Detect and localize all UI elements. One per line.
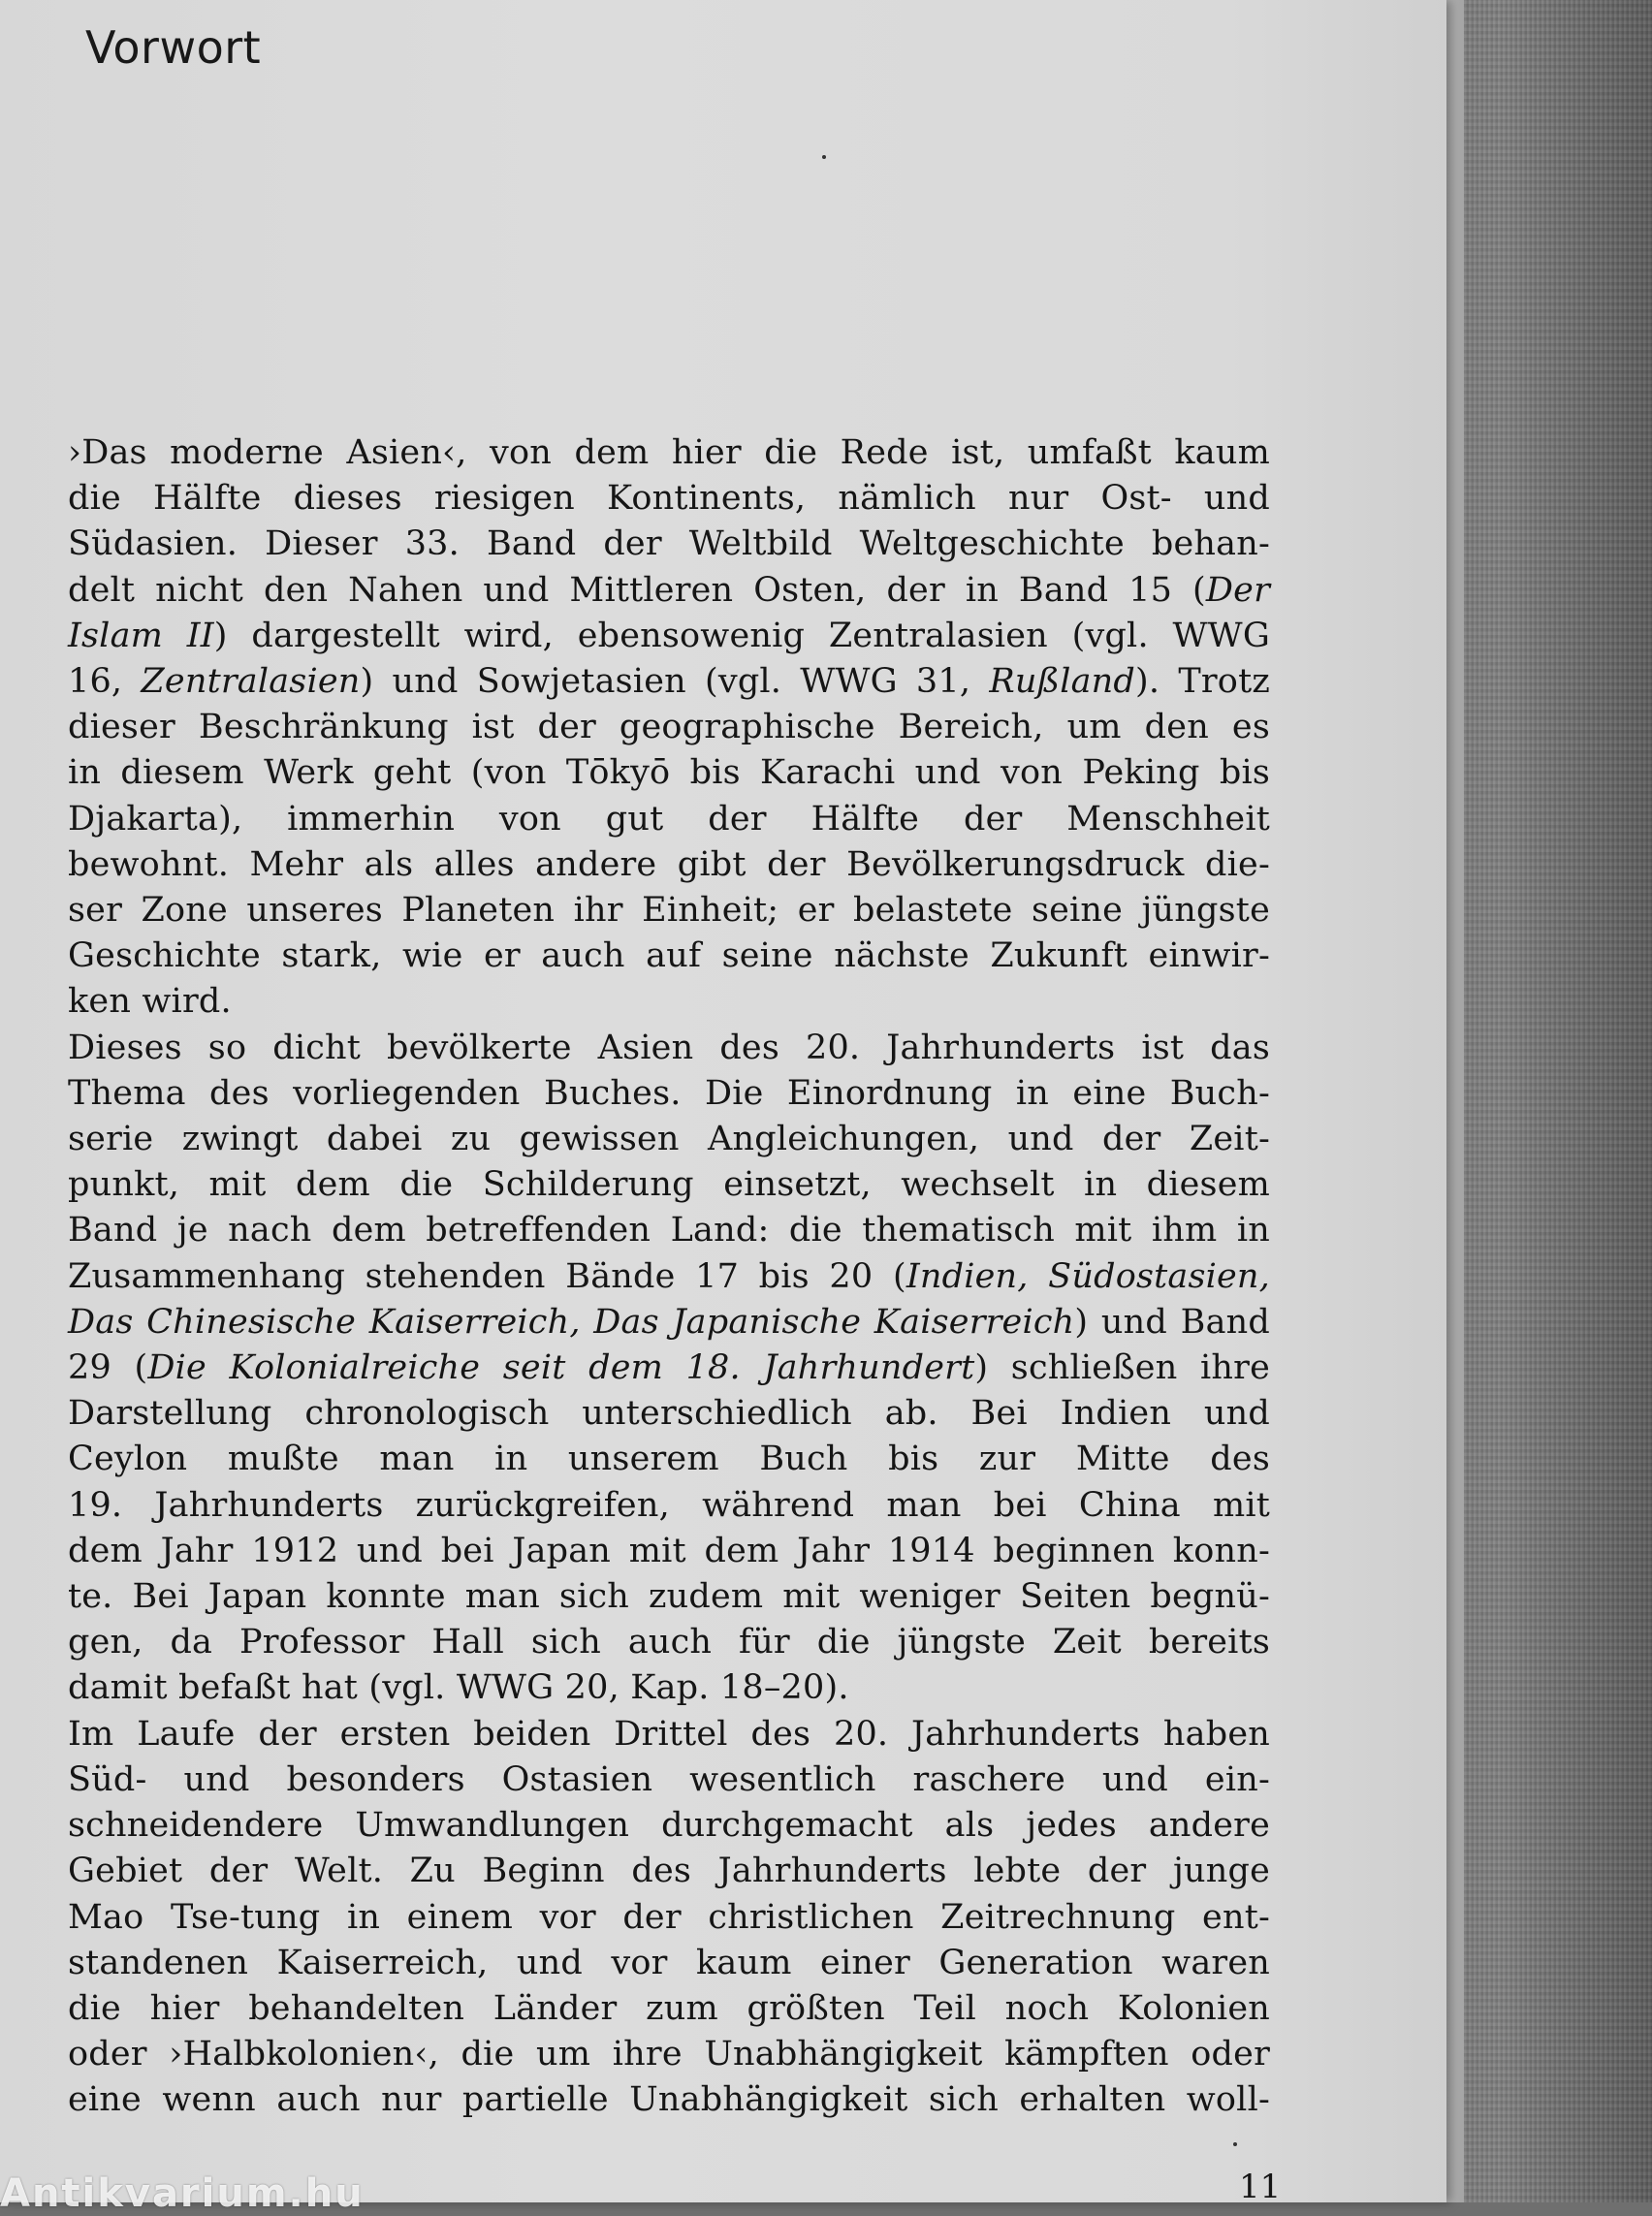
text-line	[68, 797, 1270, 842]
italic-text: Rußland	[989, 662, 1136, 702]
text-segment: ). Trotz	[1135, 662, 1270, 702]
paragraph	[68, 430, 1270, 1026]
text-line	[68, 1208, 1270, 1253]
text-segment: Djakarta), immerhin von gut der Hälfte der Menschheit	[68, 799, 1270, 839]
speck	[822, 155, 826, 159]
text-segment: dem Jahr 1912 und bei Japan mit dem Jahr 1914 beginnen konn-	[68, 1531, 1270, 1570]
text-segment: Band je nach dem betreffenden Land: die thematisch mit ihm in	[68, 1211, 1270, 1250]
body-text	[68, 430, 1270, 2124]
text-segment: Thema des vorliegenden Buches. Die Einordnung in eine Buch-	[68, 1073, 1270, 1113]
italic-text: Zentralasien	[141, 662, 361, 702]
text-line	[68, 1757, 1270, 1803]
text-segment: punkt, mit dem die Schilderung einsetzt, wechselt in diesem	[68, 1165, 1270, 1205]
text-line	[68, 842, 1270, 888]
text-line	[68, 1437, 1270, 1482]
text-line	[68, 1712, 1270, 1757]
text-line	[68, 1071, 1270, 1117]
text-segment: oder ›Halbkolonien‹, die um ihre Unabhängigkeit kämpften oder	[68, 2035, 1270, 2074]
text-segment: standenen Kaiserreich, und vor kaum einer Generation waren	[68, 1943, 1270, 1982]
text-line	[68, 1986, 1270, 2032]
italic-text: Indien, Südostasien,	[905, 1256, 1270, 1296]
paragraph	[68, 1026, 1270, 1712]
text-segment: damit befaßt hat (vgl. WWG 20, Kap. 18–20).	[68, 1668, 849, 1708]
speck	[1233, 2142, 1237, 2146]
show-through-text	[58, 58, 1289, 446]
paragraph	[68, 1712, 1270, 2124]
text-line	[68, 1941, 1270, 1986]
text-segment: Mao Tse-tung in einem vor der christlichen Zeitrechnung ent-	[68, 1897, 1270, 1937]
text-segment: ) dargestellt wird, ebensowenig Zentralasien (vgl. WWG	[213, 616, 1270, 655]
text-segment: schneidendere Umwandlungen durchgemacht als jedes andere	[68, 1806, 1270, 1846]
text-segment: ›Das moderne Asien‹, von dem hier die Rede ist, umfaßt kaum	[68, 433, 1270, 472]
text-segment: die Hälfte dieses riesigen Kontinents, nämlich nur Ost- und	[68, 479, 1270, 519]
text-segment: ) schließen ihre	[974, 1348, 1271, 1388]
text-line	[68, 659, 1270, 705]
text-line	[68, 1574, 1270, 1620]
text-line	[68, 614, 1270, 659]
text-segment: dieser Beschränkung ist der geographische Bereich, um den es	[68, 708, 1270, 747]
text-line	[68, 1345, 1270, 1391]
text-segment: ken wird.	[68, 982, 232, 1022]
text-line	[68, 1849, 1270, 1894]
watermark-text: Antikvarium.hu	[0, 2171, 365, 2216]
text-line	[68, 1162, 1270, 1208]
text-line	[68, 476, 1270, 522]
text-segment: Gebiet der Welt. Zu Beginn des Jahrhunderts lebte der junge	[68, 1852, 1270, 1891]
text-segment: 19. Jahrhunderts zurückgreifen, während man bei China mit	[68, 1485, 1270, 1525]
text-segment: te. Bei Japan konnte man sich zudem mit weniger Seiten begnü-	[68, 1577, 1270, 1617]
text-segment: 29 (	[68, 1348, 148, 1388]
text-line	[68, 1254, 1270, 1300]
text-segment: Im Laufe der ersten beiden Drittel des 20. Jahrhunderts haben	[68, 1714, 1270, 1754]
text-segment: die hier behandelten Länder zum größten Teil noch Kolonien	[68, 1988, 1270, 2028]
text-line	[68, 1665, 1270, 1711]
text-segment: gen, da Professor Hall sich auch für die jüngste Zeit bereits	[68, 1623, 1270, 1662]
italic-text: Islam II	[68, 616, 214, 655]
text-line	[68, 1391, 1270, 1437]
text-line	[68, 1300, 1270, 1345]
text-segment: Ceylon mußte man in unserem Buch bis zur Mitte des	[68, 1440, 1270, 1479]
text-segment: Darstellung chronologisch unterschiedlich ab. Bei Indien und	[68, 1394, 1270, 1434]
text-segment: Süd- und besonders Ostasien wesentlich raschere und ein-	[68, 1759, 1270, 1799]
text-line	[68, 2077, 1270, 2123]
italic-text: Der	[1205, 570, 1270, 610]
text-line	[68, 750, 1270, 796]
italic-text: Das Chinesische Kaiserreich, Das Japanische Kaiserreich	[68, 1302, 1075, 1342]
page-number: 11	[1239, 2168, 1282, 2202]
text-segment: ) und Band	[1074, 1302, 1270, 1342]
italic-text: Die Kolonialreiche seit dem 18. Jahrhundert	[147, 1348, 975, 1388]
text-segment: in diesem Werk geht (von Tōkyō bis Karachi und von Peking bis	[68, 753, 1270, 793]
text-line	[68, 934, 1270, 979]
text-line	[68, 522, 1270, 567]
text-segment: eine wenn auch nur partielle Unabhängigkeit sich erhalten woll-	[68, 2080, 1270, 2120]
text-line	[68, 2032, 1270, 2077]
text-line	[68, 568, 1270, 614]
background-texture	[1435, 0, 1652, 2202]
text-line	[68, 1117, 1270, 1162]
text-segment: delt nicht den Nahen und Mittleren Osten, der in Band 15 (	[68, 570, 1206, 610]
text-segment: Zusammenhang stehenden Bände 17 bis 20 (	[68, 1256, 906, 1296]
text-segment: ) und Sowjetasien (vgl. WWG 31,	[360, 662, 990, 702]
page-heading: Vorwort	[85, 21, 262, 74]
text-segment: ser Zone unseres Planeten ihr Einheit; er belastete seine jüngste	[68, 891, 1270, 931]
text-line	[68, 430, 1270, 476]
text-line	[68, 888, 1270, 934]
text-segment: Geschichte stark, wie er auch auf seine nächste Zukunft einwir-	[68, 936, 1270, 976]
text-line	[68, 1529, 1270, 1574]
text-line	[68, 1483, 1270, 1529]
text-line	[68, 979, 1270, 1025]
text-segment: Südasien. Dieser 33. Band der Weltbild Weltgeschichte behan-	[68, 524, 1270, 564]
text-segment: serie zwingt dabei zu gewissen Angleichungen, und der Zeit-	[68, 1120, 1270, 1159]
text-line	[68, 705, 1270, 750]
text-line	[68, 1026, 1270, 1071]
text-segment: Dieses so dicht bevölkerte Asien des 20. Jahrhunderts ist das	[68, 1028, 1270, 1067]
text-line	[68, 1803, 1270, 1849]
text-line	[68, 1895, 1270, 1941]
text-segment: 16,	[68, 662, 142, 702]
text-line	[68, 1620, 1270, 1665]
text-segment: bewohnt. Mehr als alles andere gibt der Bevölkerungsdruck die-	[68, 844, 1270, 884]
